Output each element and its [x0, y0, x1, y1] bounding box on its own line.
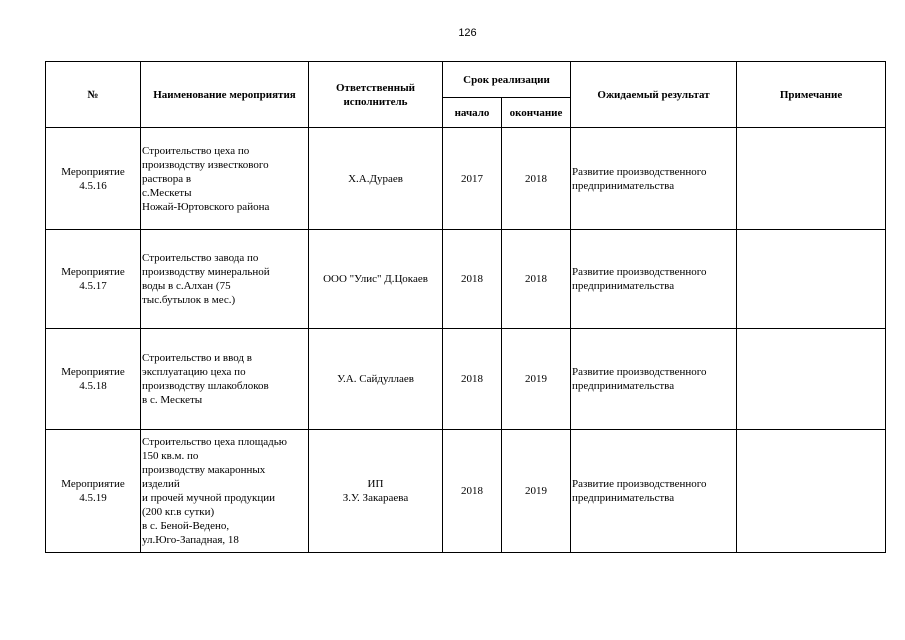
row-start-year: 2018 — [443, 430, 502, 553]
row-expected-result: Развитие производственного предпринимательства — [571, 430, 737, 553]
row-start-year: 2017 — [443, 128, 502, 230]
table-row — [46, 230, 886, 329]
row-activity-name: Строительство завода по производству минеральной воды в с.Алхан (75 тыс.бутылок в мес.) — [141, 230, 309, 329]
activities-table — [45, 61, 886, 553]
row-number: Мероприятие 4.5.16 — [46, 128, 141, 230]
header-end: окончание — [502, 98, 571, 128]
row-note — [737, 230, 886, 329]
row-end-year: 2018 — [502, 128, 571, 230]
row-note — [737, 430, 886, 553]
row-expected-result: Развитие производственного предпринимательства — [571, 230, 737, 329]
header-number: № — [46, 62, 141, 128]
header-responsible: Ответственный исполнитель — [309, 62, 443, 128]
header-expected-result: Ожидаемый результат — [571, 62, 737, 128]
row-start-year: 2018 — [443, 230, 502, 329]
page-number: 126 — [458, 27, 477, 39]
row-activity-name: Строительство цеха площадью 150 кв.м. по производству макаронных изделий и прочей мучной продукции (200 кг.в сутки) в с. Беной-Ведено, ул.Юго-Западная, 18 — [141, 430, 309, 553]
row-responsible: ООО "Улис" Д.Цокаев — [309, 230, 443, 329]
row-number: Мероприятие 4.5.19 — [46, 430, 141, 553]
header-note: Примечание — [737, 62, 886, 128]
header-period: Срок реализации — [443, 62, 571, 98]
row-expected-result: Развитие производственного предпринимательства — [571, 128, 737, 230]
row-end-year: 2019 — [502, 430, 571, 553]
row-activity-name: Строительство цеха по производству известкового раствора в с.Мескеты Ножай-Юртовского района — [141, 128, 309, 230]
row-end-year: 2019 — [502, 329, 571, 430]
row-activity-name: Строительство и ввод в эксплуатацию цеха по производству шлакоблоков в с. Мескеты — [141, 329, 309, 430]
row-number: Мероприятие 4.5.17 — [46, 230, 141, 329]
row-responsible: ИП З.У. Закараева — [309, 430, 443, 553]
table-row — [46, 128, 886, 230]
table-row — [46, 329, 886, 430]
header-activity-name: Наименование мероприятия — [141, 62, 309, 128]
table-row — [46, 430, 886, 553]
row-number: Мероприятие 4.5.18 — [46, 329, 141, 430]
row-start-year: 2018 — [443, 329, 502, 430]
header-start: начало — [443, 98, 502, 128]
row-end-year: 2018 — [502, 230, 571, 329]
row-responsible: У.А. Сайдуллаев — [309, 329, 443, 430]
row-note — [737, 329, 886, 430]
row-note — [737, 128, 886, 230]
row-responsible: Х.А.Дураев — [309, 128, 443, 230]
row-expected-result: Развитие производственного предпринимательства — [571, 329, 737, 430]
